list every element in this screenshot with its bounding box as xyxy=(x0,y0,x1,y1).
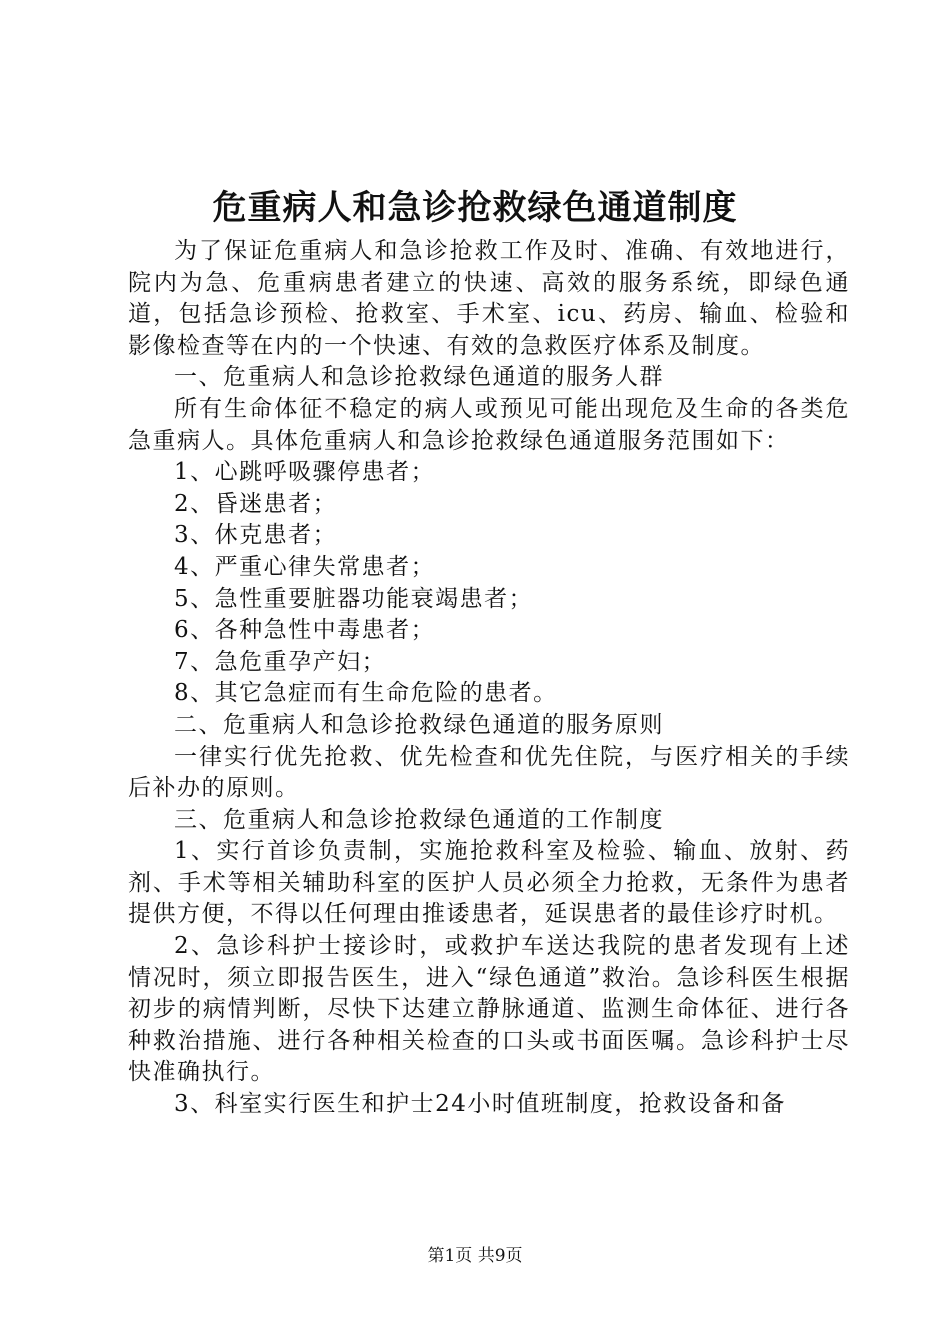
list-item: 1、心跳呼吸骤停患者； xyxy=(174,459,436,486)
list-item: 3、休克患者； xyxy=(174,522,338,549)
section-heading-3: 三、危重病人和急诊抢救绿色通道的工作制度 xyxy=(174,806,664,833)
paragraph: 2、急诊科护士接诊时，或救护车送达我院的患者发现有上述情况时，须立即报告医生，进入“绿色通道”救治。急诊科医生根据初步的病情判断，尽快下达建立静脉通道、监测生命体征、进行各种救治措施、进行各种相关检查的口头或书面医嘱。急诊科护士尽快准确执行。 xyxy=(128,933,850,1086)
list-item: 6、各种急性中毒患者； xyxy=(174,617,436,644)
list-item: 7、急危重孕产妇； xyxy=(174,648,387,675)
section-heading-2: 二、危重病人和急诊抢救绿色通道的服务原则 xyxy=(174,711,664,738)
list-item: 4、严重心律失常患者； xyxy=(174,553,436,580)
document-body xyxy=(128,236,850,1121)
intro-paragraph: 为了保证危重病人和急诊抢救工作及时、准确、有效地进行，院内为急、危重病患者建立的快速、高效的服务系统，即绿色通道，包括急诊预检、抢救室、手术室、icu、药房、输血、检验和影像检查等在内的一个快速、有效的急救医疗体系及制度。 xyxy=(128,238,850,359)
list-item: 5、急性重要脏器功能衰竭患者； xyxy=(174,585,534,612)
list-item: 8、其它急症而有生命危险的患者。 xyxy=(174,680,558,707)
list-item: 2、昏迷患者； xyxy=(174,490,338,517)
paragraph: 3、科室实行医生和护士24小时值班制度，抢救设备和备 xyxy=(174,1091,786,1118)
page-number-footer: 第1页 共9页 xyxy=(427,1246,523,1266)
paragraph: 一律实行优先抢救、优先检查和优先住院，与医疗相关的手续后补办的原则。 xyxy=(128,743,850,802)
section-heading-1: 一、危重病人和急诊抢救绿色通道的服务人群 xyxy=(174,364,664,391)
paragraph: 所有生命体征不稳定的病人或预见可能出现危及生命的各类危急重病人。具体危重病人和急诊抢救绿色通道服务范围如下： xyxy=(128,395,850,454)
paragraph: 1、实行首诊负责制，实施抢救科室及检验、输血、放射、药剂、手术等相关辅助科室的医护人员必须全力抢救，无条件为患者提供方便，不得以任何理由推诿患者，延误患者的最佳诊疗时机。 xyxy=(128,838,850,928)
document-title: 危重病人和急诊抢救绿色通道制度 xyxy=(212,188,738,228)
